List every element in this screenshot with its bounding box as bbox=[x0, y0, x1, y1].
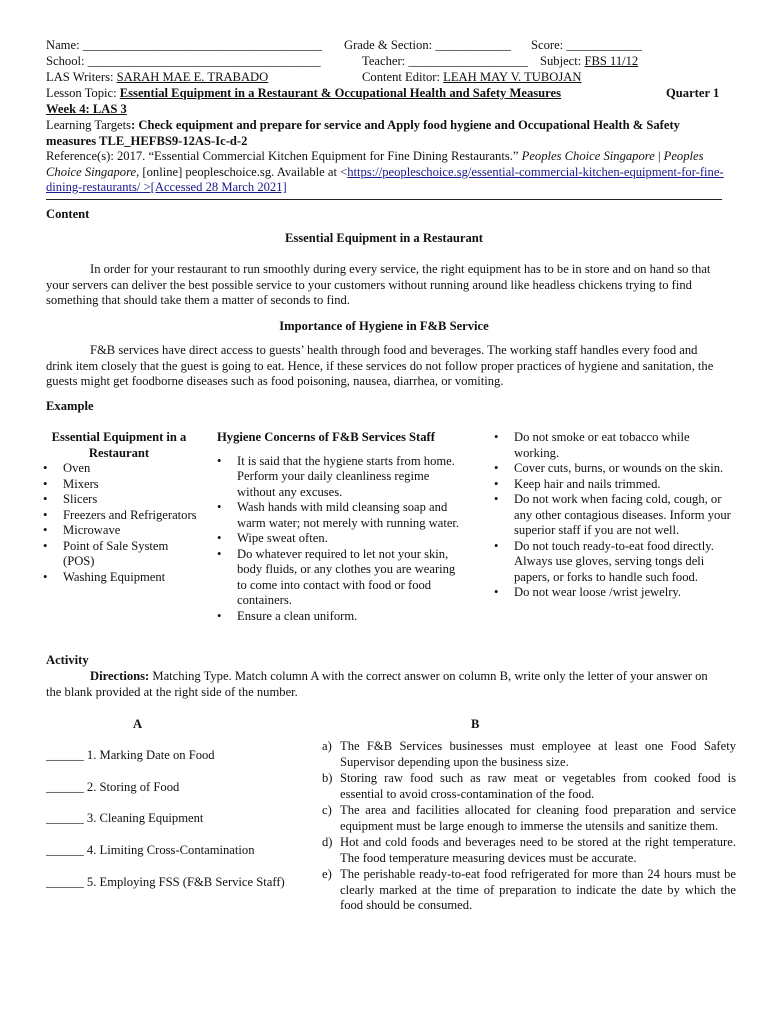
school-label: School: bbox=[46, 54, 85, 68]
rule-item: • Keep hair and nails trimmed. bbox=[491, 477, 731, 493]
hygiene-item: • Wipe sweat often. bbox=[214, 531, 464, 547]
ref-label: Reference(s): 2017. “Essential Commercial Kitchen Equipment for Fine Dining Restaurants.” bbox=[46, 149, 519, 163]
hygiene-item: • It is said that the hygiene starts from home. Perform your daily cleanliness regime without any excuses. bbox=[214, 454, 464, 501]
ref-source-1: Peoples Choice Singapore bbox=[521, 149, 655, 163]
name-label: Name: bbox=[46, 38, 80, 52]
hygiene-list bbox=[214, 454, 464, 625]
grade-label: Grade & Section: bbox=[344, 38, 433, 52]
editor-label: Content Editor: bbox=[362, 70, 441, 84]
writers-line bbox=[46, 70, 722, 86]
rules-column bbox=[491, 430, 731, 601]
option-letter: a) bbox=[322, 739, 332, 753]
name-line bbox=[46, 38, 722, 54]
equipment-item: • Washing Equipment bbox=[40, 570, 198, 586]
match-option-b bbox=[318, 803, 736, 834]
writers-label: LAS Writers: bbox=[46, 70, 114, 84]
hygiene-title: Importance of Hygiene in F&B Service bbox=[279, 319, 489, 333]
school-blank[interactable]: _____________________________________ bbox=[87, 54, 321, 68]
hygiene-item: • Wash hands with mild cleansing soap and warm water; not merely with running water. bbox=[214, 500, 464, 531]
rule-item: • Do not wear loose /wrist jewelry. bbox=[491, 585, 731, 601]
option-text: The area and facilities allocated for cleaning food preparation and service equipment must be large enough to immerse the utensils and sanitize them. bbox=[340, 803, 736, 833]
equipment-title: Essential Equipment in a Restaurant bbox=[284, 231, 484, 245]
match-option-b bbox=[318, 835, 736, 866]
equipment-item: • Freezers and Refrigerators bbox=[40, 508, 198, 524]
match-item-a[interactable]: ______ 5. Employing FSS (F&B Service Staff) bbox=[46, 875, 285, 889]
ref-separator: | bbox=[657, 149, 661, 163]
option-text: The F&B Services businesses must employee at least one Food Safety Supervisor depending upon the business size. bbox=[340, 739, 736, 769]
option-letter: b) bbox=[322, 771, 333, 785]
directions-label: Directions: bbox=[90, 669, 150, 683]
writers-value: SARAH MAE E. TRABADO bbox=[116, 70, 269, 84]
rule-item: • Do not work when facing cold, cough, or any other contagious diseases. Inform your superior staff if you are not well. bbox=[491, 492, 731, 539]
ref-link[interactable]: https://peopleschoice.sg/essential-commercial-kitchen-equipment-for-fine-dining-restaurants/ >[Accessed 28 March 2021] bbox=[46, 164, 724, 194]
rule-item: • Do not smoke or eat tobacco while working. bbox=[491, 430, 731, 461]
ref-source-2: Peoples Choice Singapore bbox=[46, 149, 704, 179]
references bbox=[46, 149, 736, 196]
rule-item: • Cover cuts, burns, or wounds on the skin. bbox=[491, 461, 731, 477]
learning-targets bbox=[46, 118, 722, 149]
targets-label: Learning Targets bbox=[46, 118, 132, 132]
hygiene-paragraph: F&B services have direct access to guests’ health through food and beverages. The working staff handles every food and drink item closely that the guest is going to eat. Hence, if these services do not follow proper practices of hygiene and sanitation, the guests might get foodborne diseases such as food poisoning, nausea, diarrhea, or vomiting. bbox=[46, 343, 714, 388]
hygiene-item: • Do whatever required to let not your skin, body fluids, or any clothes you are wearing to come into contact with food or food containers. bbox=[214, 547, 464, 609]
equipment-column bbox=[40, 430, 198, 585]
equipment-item: • Microwave bbox=[40, 523, 198, 539]
option-text: The perishable ready-to-eat food refrigerated for more than 24 hours must be clearly marked at the time of preparation to indicate the date by which the food should be consumed. bbox=[340, 867, 736, 912]
equipment-item: • Point of Sale System (POS) bbox=[40, 539, 198, 570]
teacher-blank[interactable]: ___________________ bbox=[408, 54, 528, 68]
option-letter: c) bbox=[322, 803, 332, 817]
targets-value: : Check equipment and prepare for service and Apply food hygiene and Occupational Health & Safety measures TLE_HEFBS9-12AS-Ic-d-2 bbox=[46, 118, 680, 148]
school-line bbox=[46, 54, 722, 70]
teacher-label: Teacher: bbox=[362, 54, 406, 68]
match-option-b bbox=[318, 739, 736, 770]
equipment-paragraph: In order for your restaurant to run smoothly during every service, the right equipment has to be in store and on hand so that your servers can deliver the best possible service to your customers without running around like headless chickens trying to find something that should take them a matter of seconds to find. bbox=[46, 262, 711, 307]
option-text: Storing raw food such as raw meat or vegetables from cooked food is essential to avoid cross-contamination of the food. bbox=[340, 771, 736, 801]
topic-value: Essential Equipment in a Restaurant & Occupational Health and Safety Measures bbox=[119, 86, 562, 100]
match-option-b bbox=[318, 771, 736, 802]
score-label: Score: bbox=[531, 38, 564, 52]
activity-heading: Activity bbox=[46, 653, 89, 667]
worksheet-header bbox=[46, 38, 722, 196]
ref-mid: , [online] peopleschoice.sg. Available at < bbox=[136, 164, 348, 179]
match-item-a[interactable]: ______ 3. Cleaning Equipment bbox=[46, 811, 204, 825]
match-item-a[interactable]: ______ 4. Limiting Cross-Contamination bbox=[46, 843, 255, 857]
subject-label: Subject: bbox=[540, 54, 582, 68]
column-b-list bbox=[318, 739, 736, 915]
option-letter: e) bbox=[322, 867, 332, 881]
topic-label: Lesson Topic: bbox=[46, 86, 117, 100]
match-item-a[interactable]: ______ 2. Storing of Food bbox=[46, 780, 180, 794]
equipment-item: • Oven bbox=[40, 461, 198, 477]
activity-directions bbox=[46, 669, 722, 700]
content-heading: Content bbox=[46, 207, 90, 221]
hygiene-column-title: Hygiene Concerns of F&B Services Staff bbox=[217, 430, 435, 444]
column-b-label: B bbox=[471, 717, 480, 731]
score-blank[interactable]: ____________ bbox=[566, 38, 642, 52]
option-text: Hot and cold foods and beverages need to be stored at the right temperature. The food temperature measuring devices must be accurate. bbox=[340, 835, 736, 865]
topic-line bbox=[46, 86, 722, 102]
match-option-b bbox=[318, 867, 736, 914]
equipment-list bbox=[40, 461, 198, 585]
equipment-column-title: Essential Equipment in a Restaurant bbox=[51, 430, 187, 460]
directions-text: Matching Type. Match column A with the correct answer on column B, write only the letter of your answer on the blank provided at the right side of the number. bbox=[46, 669, 708, 699]
option-letter: d) bbox=[322, 835, 333, 849]
name-blank[interactable]: ______________________________________ bbox=[82, 38, 323, 52]
quarter-label: Quarter 1 bbox=[666, 86, 720, 100]
example-heading: Example bbox=[46, 399, 94, 413]
hygiene-item: • Ensure a clean uniform. bbox=[214, 609, 464, 625]
editor-value: LEAH MAY V. TUBOJAN bbox=[443, 70, 582, 84]
equipment-item: • Mixers bbox=[40, 477, 198, 493]
week-label: Week 4: LAS 3 bbox=[46, 102, 127, 116]
header-divider bbox=[46, 199, 722, 200]
match-item-a[interactable]: ______ 1. Marking Date on Food bbox=[46, 748, 215, 762]
subject-value: FBS 11/12 bbox=[584, 54, 639, 68]
rules-list bbox=[491, 430, 731, 601]
column-a-label: A bbox=[133, 717, 143, 731]
hygiene-column bbox=[214, 430, 464, 624]
grade-blank[interactable]: ____________ bbox=[435, 38, 511, 52]
rule-item: • Do not touch ready-to-eat food directly. Always use gloves, serving tongs deli papers, or forks to handle such food. bbox=[491, 539, 731, 586]
equipment-item: • Slicers bbox=[40, 492, 198, 508]
